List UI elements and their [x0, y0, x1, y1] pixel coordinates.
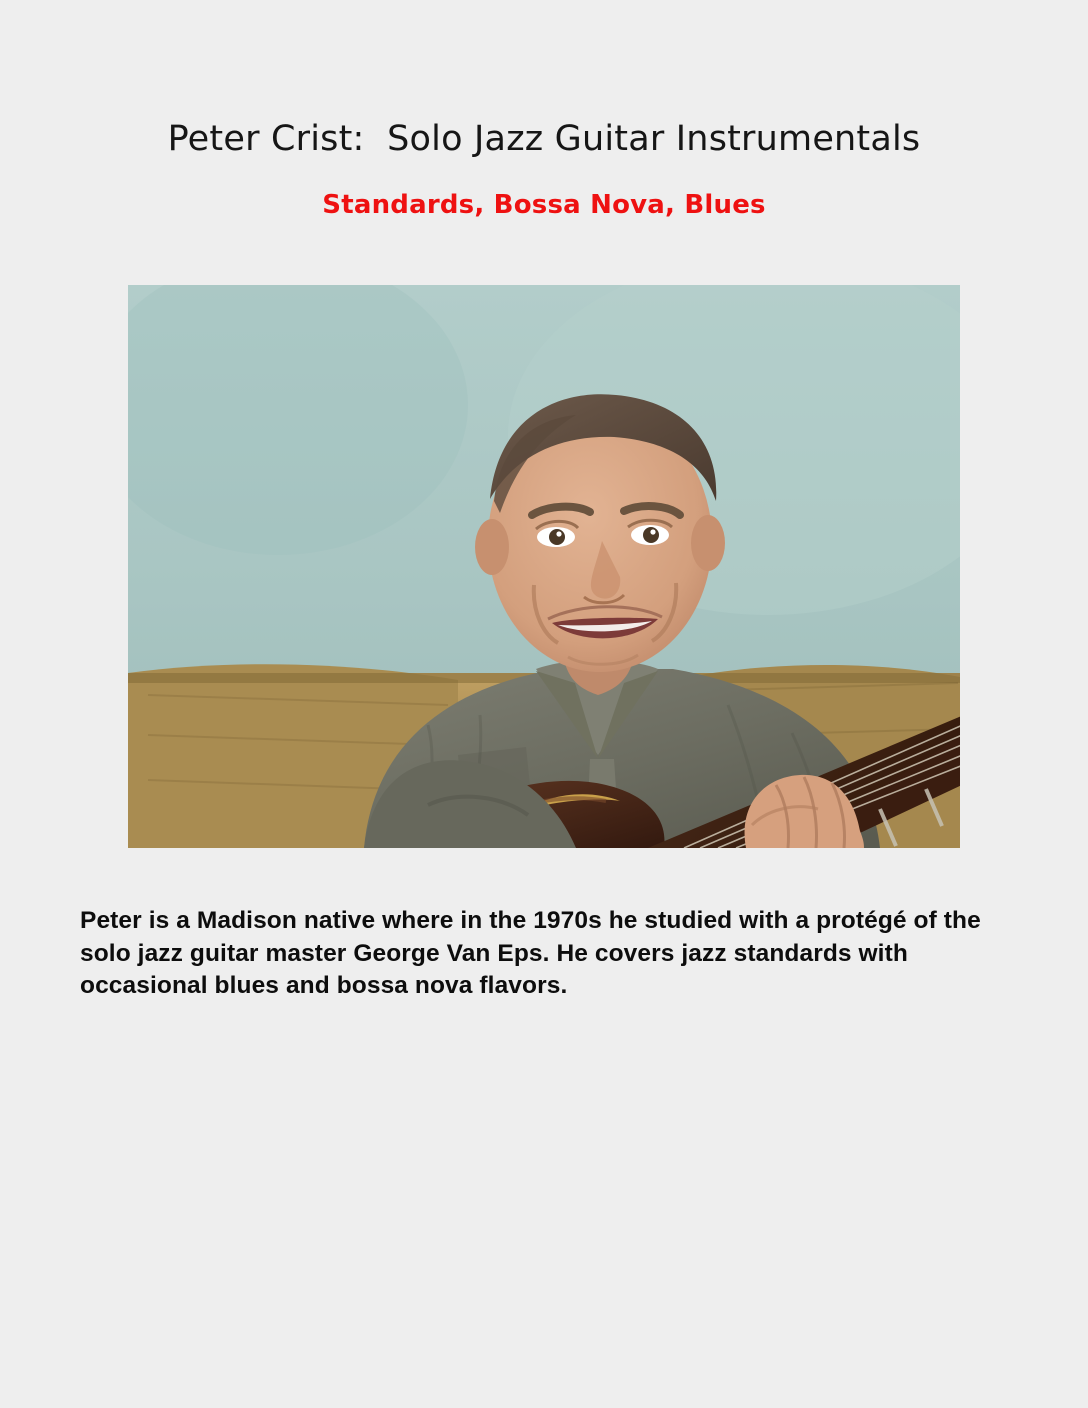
performer-photo [128, 285, 960, 848]
performer-photo-image [128, 285, 960, 848]
page-subtitle: Standards, Bossa Nova, Blues [322, 190, 766, 220]
page-title: Peter Crist: Solo Jazz Guitar Instrumentals [167, 119, 921, 159]
performer-bio: Peter is a Madison native where in the 1970s he studied with a protégé of the solo jazz guitar master George Van Eps. He covers jazz standards with occasional blues and bossa nova flavors. [80, 907, 981, 1000]
